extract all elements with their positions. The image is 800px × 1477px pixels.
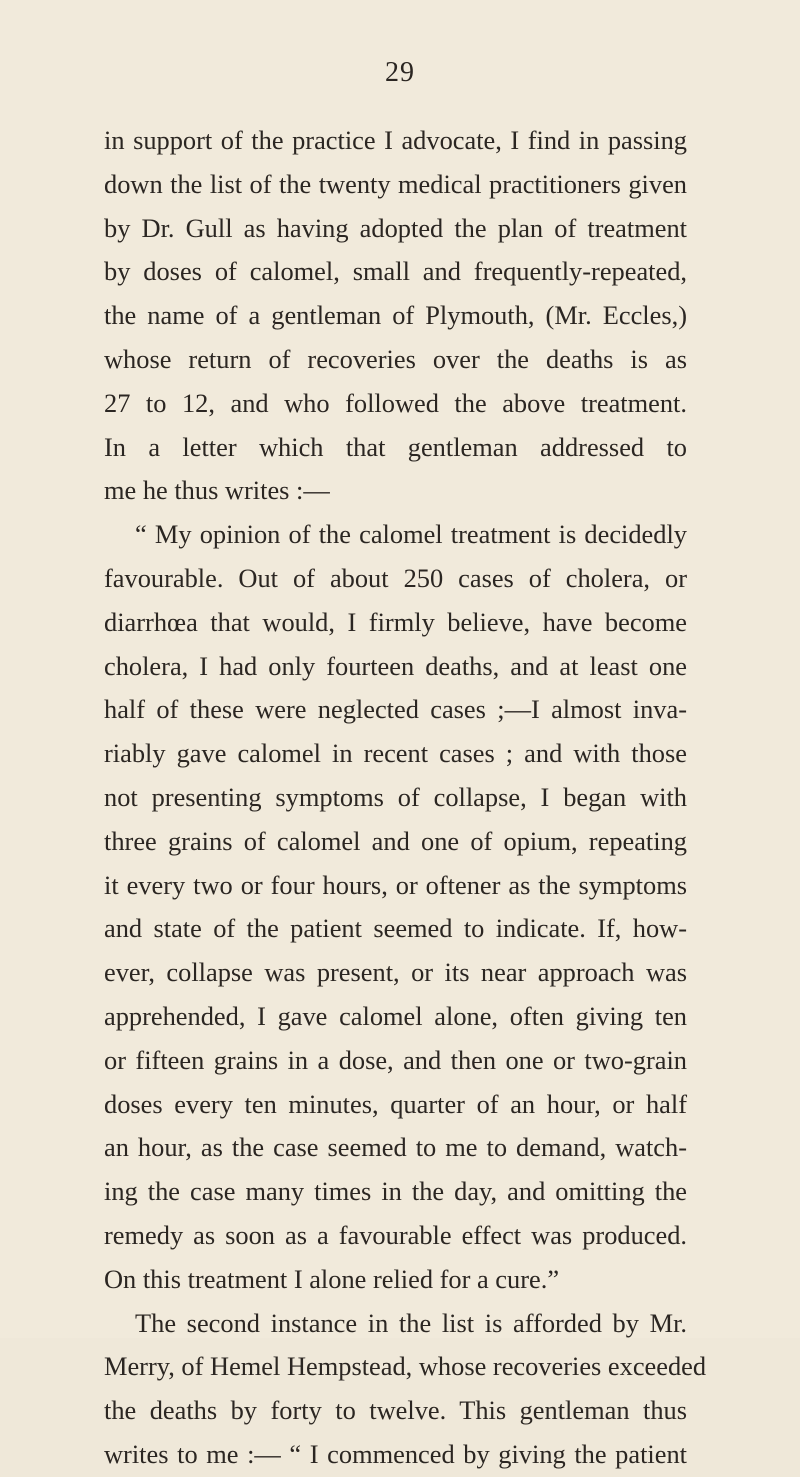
text-line-10: “ My opinion of the calomel treatment is decidedly [135, 519, 687, 550]
text-line-9: me he thus writes :— [104, 475, 330, 506]
text-line-5: the name of a gentleman of Plymouth, (Mr. Eccles,) [104, 300, 687, 331]
text-line-3: by Dr. Gull as having adopted the plan of treatment [104, 212, 687, 243]
text-line-14: half of these were neglected cases ;—I almost inva- [104, 694, 687, 725]
text-line-17: three grains of calomel and one of opium, repeating [104, 825, 687, 856]
text-line-15: riably gave calomel in recent cases ; and with those [104, 738, 687, 769]
text-line-7: 27 to 12, and who followed the above treatment. [104, 387, 687, 418]
text-line-24: an hour, as the case seemed to me to demand, watch- [104, 1132, 687, 1163]
text-line-25: ing the case many times in the day, and omitting the [104, 1176, 687, 1207]
text-line-18: it every two or four hours, or oftener as the symptoms [104, 869, 687, 900]
text-line-16: not presenting symptoms of collapse, I began with [104, 781, 687, 812]
text-line-28: The second instance in the list is afforded by Mr. [135, 1307, 687, 1338]
text-line-30: the deaths by forty to twelve. This gentleman thus [104, 1395, 687, 1426]
text-line-13: cholera, I had only fourteen deaths, and at least one [104, 650, 687, 681]
page-number: 29 [385, 57, 415, 88]
text-line-20: ever, collapse was present, or its near approach was [104, 957, 687, 988]
text-line-23: doses every ten minutes, quarter of an hour, or half [104, 1088, 687, 1119]
text-line-31: writes to me :— “ I commenced by giving the patient [104, 1438, 687, 1469]
text-line-12: diarrhœa that would, I firmly believe, have become [104, 606, 687, 637]
text-line-19: and state of the patient seemed to indicate. If, how- [104, 913, 687, 944]
text-line-6: whose return of recoveries over the deaths is as [104, 343, 687, 374]
text-line-2: down the list of the twenty medical practitioners given [104, 168, 687, 199]
text-line-22: or fifteen grains in a dose, and then one or two-grain [104, 1044, 687, 1075]
text-line-21: apprehended, I gave calomel alone, often giving ten [104, 1000, 687, 1031]
text-line-26: remedy as soon as a favourable effect was produced. [104, 1219, 687, 1250]
text-line-27: On this treatment I alone relied for a cure.” [104, 1263, 560, 1294]
text-line-8: In a letter which that gentleman addressed to [104, 431, 687, 462]
text-line-1: in support of the practice I advocate, I find in passing [104, 125, 687, 155]
text-line-4: by doses of calomel, small and frequently-repeated, [104, 256, 687, 287]
body-text [104, 119, 707, 1477]
text-line-29: Merry, of Hemel Hempstead, whose recoveries exceeded [104, 1351, 707, 1382]
text-line-11: favourable. Out of about 250 cases of cholera, or [104, 562, 687, 593]
